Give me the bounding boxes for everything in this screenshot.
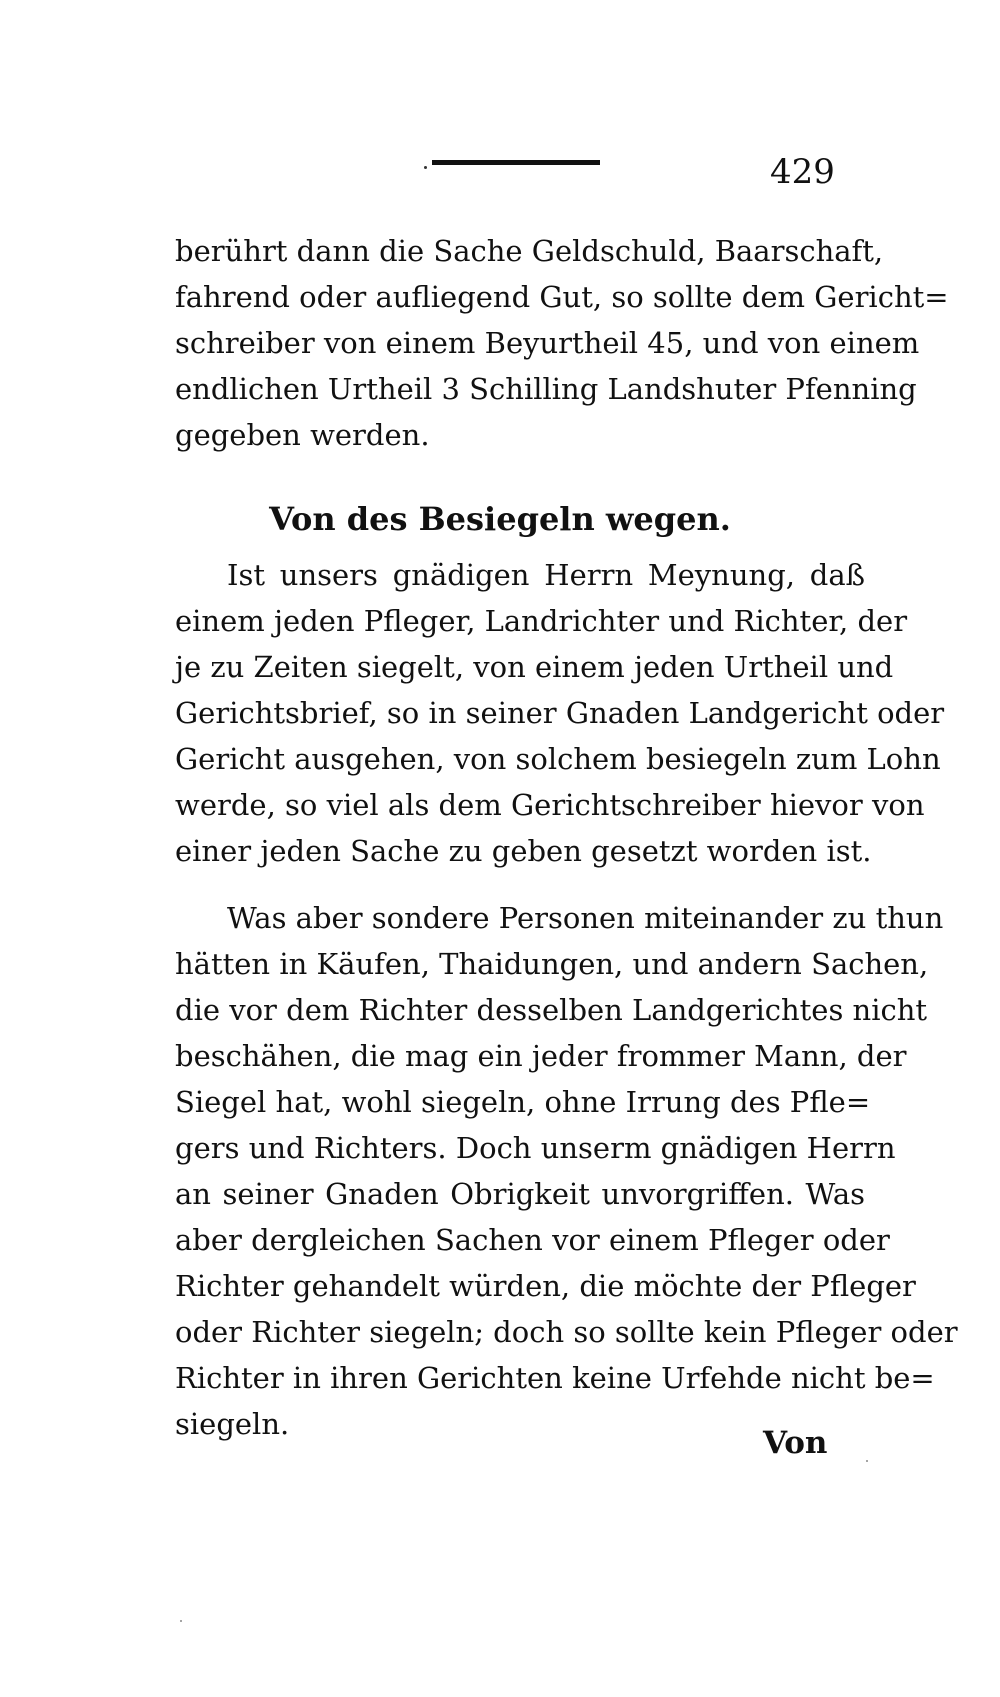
- header-rule: [432, 160, 600, 165]
- paper-speck: [866, 1460, 868, 1462]
- paper-speck: [180, 1620, 182, 1622]
- header-dot: [424, 166, 427, 169]
- text-line: hätten in Käufen, Thaidungen, und andern Sachen,: [175, 947, 929, 981]
- text-line: berührt dann die Sache Geldschuld, Baarschaft,: [175, 234, 884, 268]
- catchword: Von: [763, 1425, 828, 1461]
- text-line: Gericht ausgehen, von solchem besiegeln zum Lohn: [175, 742, 941, 776]
- page-number: 429: [770, 152, 835, 192]
- text-line: an seiner Gnaden Obrigkeit unvorgriffen. Was: [175, 1177, 865, 1211]
- text-line: einer jeden Sache zu geben gesetzt worden ist.: [175, 834, 872, 868]
- text-line: beschähen, die mag ein jeder frommer Mann, der: [175, 1039, 907, 1073]
- paragraph-first: [175, 228, 949, 458]
- text-line: Richter gehandelt würden, die möchte der Pfleger: [175, 1269, 916, 1303]
- text-line: gegeben werden.: [175, 418, 430, 452]
- text-line: einem jeden Pfleger, Landrichter und Richter, der: [175, 604, 908, 638]
- text-line: Gerichtsbrief, so in seiner Gnaden Landgericht oder: [175, 696, 945, 730]
- text-line: die vor dem Richter desselben Landgerichtes nicht: [175, 993, 928, 1027]
- text-line: Richter in ihren Gerichten keine Urfehde nicht be=: [175, 1361, 935, 1395]
- text-line: je zu Zeiten siegelt, von einem jeden Urtheil und: [175, 650, 894, 684]
- text-line: oder Richter siegeln; doch so sollte kein Pfleger oder: [175, 1315, 958, 1349]
- text-line: schreiber von einem Beyurtheil 45, und von einem: [175, 326, 920, 360]
- section-heading: Von des Besiegeln wegen.: [269, 500, 731, 538]
- text-line: endlichen Urtheil 3 Schilling Landshuter Pfenning: [175, 372, 917, 406]
- text-line: fahrend oder aufliegend Gut, so sollte dem Gericht=: [175, 280, 949, 314]
- text-line: Ist unsers gnädigen Herrn Meynung, daß: [227, 558, 865, 592]
- text-line: aber dergleichen Sachen vor einem Pfleger oder: [175, 1223, 890, 1257]
- text-line: siegeln.: [175, 1407, 290, 1441]
- paragraph-second: [175, 552, 945, 874]
- text-line: werde, so viel als dem Gerichtschreiber hievor von: [175, 788, 925, 822]
- paragraph-third: [175, 895, 958, 1447]
- text-line: Was aber sondere Personen miteinander zu thun: [227, 901, 944, 935]
- text-line: Siegel hat, wohl siegeln, ohne Irrung des Pfle=: [175, 1085, 871, 1119]
- text-line: gers und Richters. Doch unserm gnädigen Herrn: [175, 1131, 896, 1165]
